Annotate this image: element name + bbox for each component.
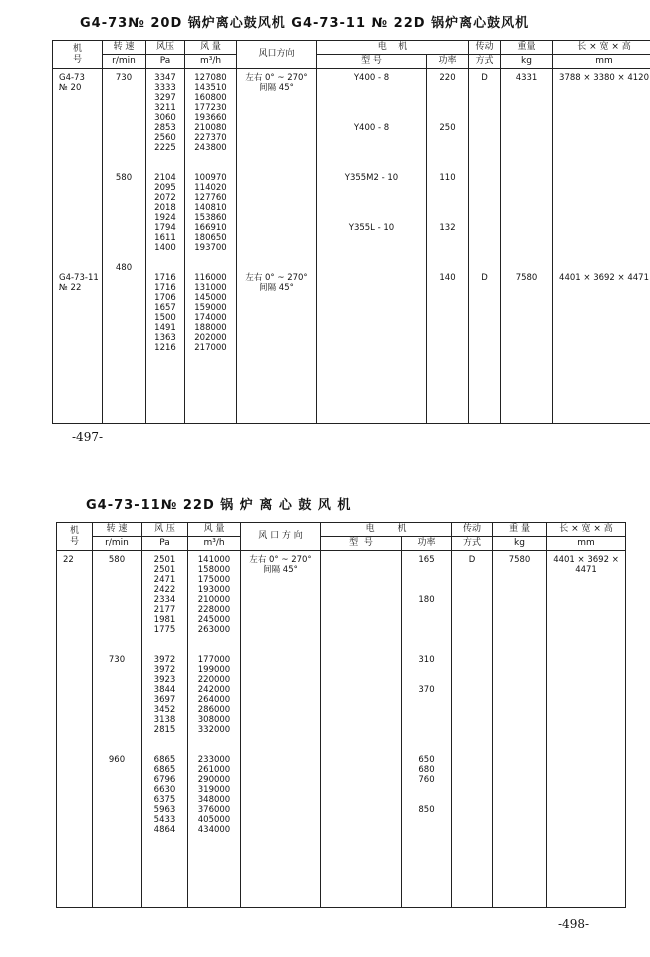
cell-speed: 580 730 960 [93,551,142,908]
cell-drive: D D [469,69,501,424]
cell-model: G4-73 № 20 G4-73-11 № 22 [53,69,103,424]
header-motor-type: 型 号 [317,55,427,69]
header-dims: 长 × 宽 × 高 [547,523,626,537]
header-speed: 转 速 [93,523,142,537]
header-motor-power: 功率 [427,55,469,69]
header-pressure: 风 压 [142,523,188,537]
header-drive-sub: 方式 [452,537,493,551]
cell-pressure: 2501 2501 2471 2422 2334 2177 1981 1775 3972 3972 3923 3844 3697 3452 3138 2815 6865 6865 6796 6630 6375 5963 5433 4864 [142,551,188,908]
header-speed-unit: r/min [93,537,142,551]
cell-drive: D [452,551,493,908]
header-direction: 风口方向 [237,41,317,69]
header-drive: 传动 [469,41,501,55]
cell-motor-type: Y400 - 8 Y400 - 8 Y355M2 - 10 Y355L - 10 [317,69,427,424]
header-flow: 风 量 [188,523,241,537]
header-dims: 长 × 宽 × 高 [553,41,650,55]
cell-speed: 730 580 480 [103,69,146,424]
cell-pressure: 3347 3333 3297 3211 3060 2853 2560 2225 2104 2095 2072 2018 1924 1794 1611 1400 1716 1716 1706 1657 1500 1491 1363 1216 [146,69,185,424]
header-motor-power: 功率 [402,537,452,551]
page-number-2: -498- [558,917,590,931]
cell-direction: 左右 0° ~ 270° 间隔 45° 左右 0° ~ 270° 间隔 45° [237,69,317,424]
cell-weight: 7580 [493,551,547,908]
cell-direction: 左右 0° ~ 270° 间隔 45° [241,551,321,908]
header-pressure-unit: Pa [146,55,185,69]
header-model: 机 号 [53,41,103,69]
header-drive: 传动 [452,523,493,537]
header-dims-unit: mm [553,55,650,69]
page-1-title: G4-73№ 20D 锅炉离心鼓风机 G4-73-11 № 22D 锅炉离心鼓风机 [80,16,530,31]
header-weight: 重量 [501,41,553,55]
page-number-1: -497- [72,430,104,444]
cell-dims: 4401 × 3692 × 4471 [547,551,626,908]
cell-motor-type [321,551,402,908]
cell-dims: 3788 × 3380 × 4120 4401 × 3692 × 4471 [553,69,650,424]
header-pressure: 风压 [146,41,185,55]
header-weight-unit: kg [493,537,547,551]
fan-spec-table-2 [56,522,626,908]
header-drive-sub: 方式 [469,55,501,69]
header-dims-unit: mm [547,537,626,551]
header-model: 机 号 [57,523,93,551]
header-weight: 重 量 [493,523,547,537]
cell-flow: 141000 158000 175000 193000 210000 228000 245000 263000 177000 199000 220000 242000 264000 286000 308000 332000 233000 261000 290000 319000 348000 376000 405000 434000 [188,551,241,908]
header-speed: 转 速 [103,41,146,55]
header-motor-type: 型 号 [321,537,402,551]
header-pressure-unit: Pa [142,537,188,551]
header-flow-unit: m³/h [188,537,241,551]
header-flow: 风 量 [185,41,237,55]
fan-spec-table-1 [52,40,650,424]
header-speed-unit: r/min [103,55,146,69]
header-flow-unit: m³/h [185,55,237,69]
cell-flow: 127080 143510 160800 177230 193660 210080 227370 243800 100970 114020 127760 140810 153860 166910 180650 193700 116000 131000 145000 159000 174000 188000 202000 217000 [185,69,237,424]
header-weight-unit: kg [501,55,553,69]
page-2-title: G4-73-11№ 22D 锅 炉 离 心 鼓 风 机 [86,498,352,513]
cell-motor-power: 165 180 310 370 650 680 760 850 [402,551,452,908]
cell-model: 22 [57,551,93,908]
header-motor: 电 机 [321,523,452,537]
cell-weight: 4331 7580 [501,69,553,424]
cell-motor-power: 220 250 110 132 140 [427,69,469,424]
header-motor: 电 机 [317,41,469,55]
header-direction: 风 口 方 向 [241,523,321,551]
